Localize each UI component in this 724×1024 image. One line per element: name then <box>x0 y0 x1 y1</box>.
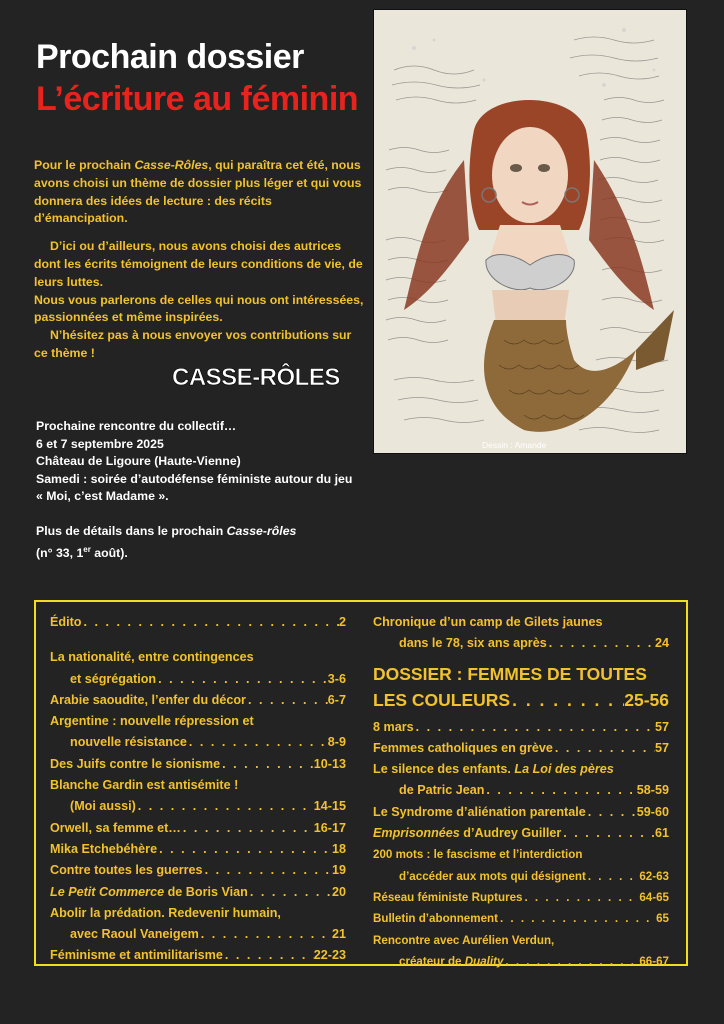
details-text: Plus de détails dans le prochain <box>36 523 227 538</box>
toc-entry: Argentine : nouvelle répression et <box>50 714 254 729</box>
title-line-2: L’écriture au féminin <box>36 80 359 118</box>
toc-entry-cont: (Moi aussi) . . . 14-15 <box>50 796 346 817</box>
intro-text <box>34 157 368 363</box>
details-sup: er <box>83 544 91 554</box>
meeting-line-3: Château de Ligoure (Haute-Vienne) <box>36 454 241 469</box>
meeting-details-issue <box>36 541 436 563</box>
toc-entry: 200 mots : le fascisme et l’interdiction <box>373 848 583 862</box>
toc-entry-cont: nouvelle résistance . . . 8-9 <box>50 732 346 753</box>
toc-entry: Édito . . . 2 <box>50 612 346 633</box>
toc-entry-cont: d’accéder aux mots qui désignent . . . 62-63 <box>373 866 669 887</box>
toc-entry: Le Syndrome d’aliénation parentale . . . 59-60 <box>373 802 669 823</box>
logo-text: CASSE-RÔLES <box>172 364 340 391</box>
intro-emphasis: Casse-Rôles <box>134 158 209 172</box>
toc-entry: Le Petit Commerce de Boris Vian . . . 20 <box>50 882 346 903</box>
toc-right-column <box>373 612 669 972</box>
toc-entry: Blanche Gardin est antisémite ! <box>50 778 239 793</box>
mermaid-drawing-icon <box>374 10 687 454</box>
drawing-credit: Dessin : Amande <box>482 440 547 450</box>
meeting-line-4: Samedi : soirée d’autodéfense féministe autour du jeu <box>36 471 353 486</box>
toc-entry: Le silence des enfants. La Loi des pères <box>373 762 614 777</box>
meeting-line-5: « Moi, c’est Madame ». <box>36 489 169 504</box>
toc-entry: Réseau féministe Ruptures . . . 64-65 <box>373 887 669 908</box>
toc-entry: Emprisonnées d’Audrey Guiller . . . 61 <box>373 823 669 844</box>
intro-text-a: Pour le prochain <box>34 158 135 172</box>
toc-entry: Bulletin d’abonnement . . . 65 <box>373 908 669 929</box>
toc-entry: La nationalité, entre contingences <box>50 650 254 665</box>
meeting-line-1: Prochaine rencontre du collectif… <box>36 419 237 433</box>
toc-entry: Rencontre avec Aurélien Verdun, <box>373 933 555 947</box>
toc-entry: Féminisme et antimilitarisme . . . 22-23 <box>50 945 346 966</box>
intro-paragraph-1 <box>34 157 368 228</box>
toc-left-column <box>50 612 346 967</box>
details-emphasis: Casse-rôles <box>226 523 297 538</box>
mermaid-illustration <box>373 9 687 454</box>
details-date: août). <box>90 545 128 560</box>
toc-entry-cont: et ségrégation . . . 3-6 <box>50 669 346 690</box>
toc-entry: Arabie saoudite, l’enfer du décor . . . 6-7 <box>50 690 346 711</box>
toc-entry: Chronique d’un camp de Gilets jaunes <box>373 615 603 629</box>
meeting-line-2: 6 et 7 septembre 2025 <box>36 436 164 451</box>
table-of-contents <box>34 600 688 966</box>
toc-entry: 8 mars . . . 57 <box>373 717 669 738</box>
meeting-details <box>36 523 436 541</box>
toc-entry: Contre toutes les guerres . . . 19 <box>50 860 346 881</box>
toc-entry-cont: créateur de Duality . . . 66-67 <box>373 951 669 972</box>
intro-text-b: , qui paraîtra cet été, nous avons choisi un thème de dossier plus léger et qui vous donnera des idées de lecture : des récits d’émancipation. <box>34 158 362 226</box>
toc-entry: Femmes catholiques en grève . . . 57 <box>373 738 669 759</box>
casse-roles-logo <box>170 358 342 392</box>
toc-entry: Mika Etchebéhère . . . 18 <box>50 839 346 860</box>
toc-entry: Des Juifs contre le sionisme . . . 10-13 <box>50 754 346 775</box>
title-line-1: Prochain dossier <box>36 38 304 76</box>
toc-entry-cont: avec Raoul Vaneigem . . . 21 <box>50 924 346 945</box>
toc-entry: Orwell, sa femme et… . . . 16-17 <box>50 818 346 839</box>
intro-paragraph-2: D’ici ou d’ailleurs, nous avons choisi des autrices dont les écrits témoignent de leurs conditions de vie, de leurs luttes. <box>34 239 363 289</box>
toc-entry-cont: de Patric Jean . . . 58-59 <box>373 780 669 801</box>
intro-paragraph-4: N’hésitez pas à nous envoyer vos contributions sur ce thème ! <box>34 328 352 360</box>
toc-dossier-entry: LES COULEURS . . . 25-56 <box>373 687 669 713</box>
toc-dossier-title: DOSSIER : FEMMES DE TOUTES <box>373 663 647 684</box>
intro-paragraph-3: Nous vous parlerons de celles qui nous ont intéressées, passionnées et même inspirées. <box>34 292 364 325</box>
toc-entry: Abolir la prédation. Redevenir humain, <box>50 905 281 920</box>
toc-entry-cont: dans le 78, six ans après . . . 24 <box>373 633 669 654</box>
details-issue: (n° 33, 1 <box>36 545 84 560</box>
